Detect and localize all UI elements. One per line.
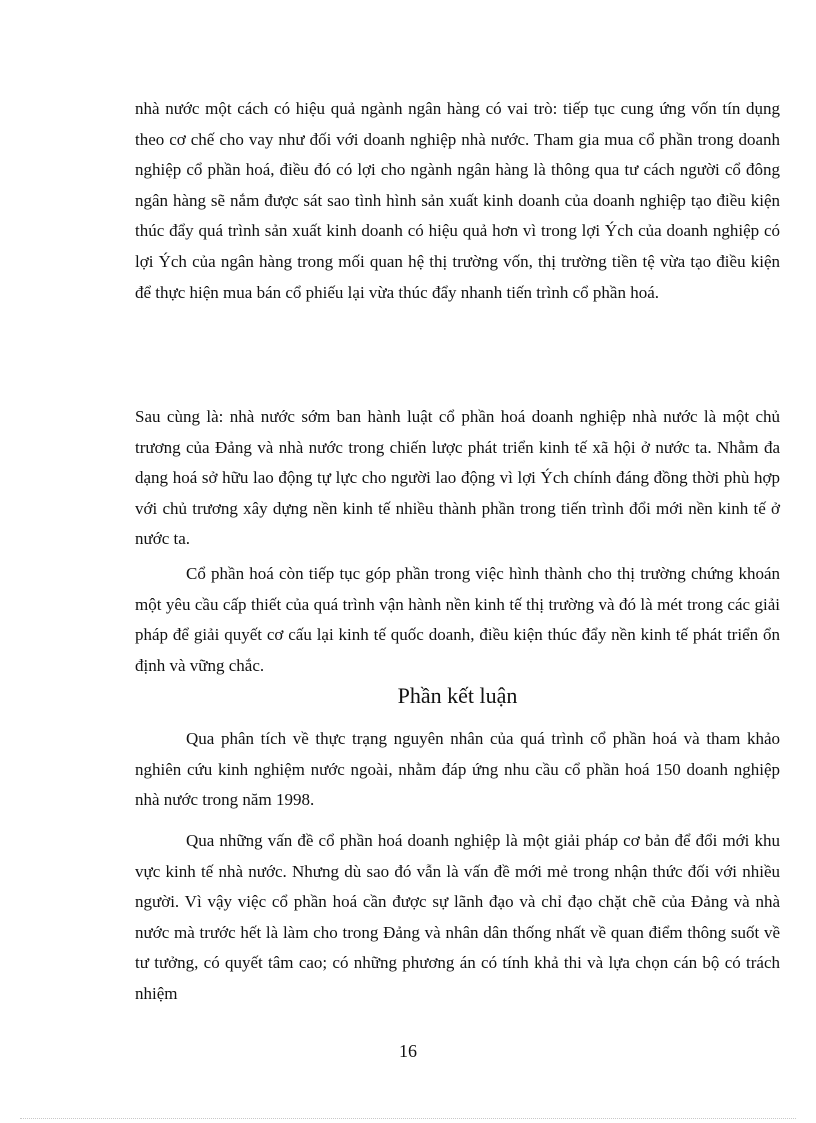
paragraph-text: Sau cùng là: nhà nước sớm ban hành luật cổ phần hoá doanh nghiệp nhà nước là một chủ trương của Đảng và nhà nước trong chiến lược phát triển kinh tế xã hội ở nước ta. Nhằm đa dạng hoá sở hữu lao động tự lực cho người lao động vì lợi Ých chính đáng đồng thời phù hợp với chủ trương xây dựng nền kinh tế nhiều thành phần trong tiến trình đổi mới nền kinh tế ở nước ta. (135, 407, 780, 549)
paragraph-conclusion-analysis (135, 724, 780, 816)
paragraph-text: Cổ phần hoá còn tiếp tục góp phần trong việc hình thành cho thị trường chứng khoán một yêu cầu cấp thiết của quá trình vận hành nền kinh tế thị trường và đó là mét trong các giải pháp để giải quyết cơ cấu lại kinh tế quốc doanh, điều kiện thúc đẩy nền kinh tế phát triển ổn định và vững chắc. (135, 564, 780, 675)
paragraph-text: nhà nước một cách có hiệu quả ngành ngân hàng có vai trò: tiếp tục cung ứng vốn tín dụng theo cơ chế cho vay như đối với doanh nghiệp nhà nước. Tham gia mua cổ phần trong doanh nghiệp cổ phần hoá, điều đó có lợi cho ngành ngân hàng là thông qua tư cách người cổ đông ngân hàng sẽ nắm được sát sao tình hình sản xuất kinh doanh của doanh nghiệp tạo điều kiện thúc đẩy quá trình sản xuất kinh doanh có hiệu quả hơn vì trong lợi Ých của doanh nghiệp có lợi Ých của ngân hàng trong mối quan hệ thị trường vốn, thị trường tiền tệ vừa tạo điều kiện để thực hiện mua bán cổ phiếu lại vừa thúc đẩy nhanh tiến trình cổ phần hoá. (135, 99, 780, 302)
paragraph-banking-role (135, 94, 780, 308)
paragraph-equitization-law (135, 402, 780, 555)
paragraph-text: Qua phân tích về thực trạng nguyên nhân của quá trình cổ phần hoá và tham khảo nghiên cứu kinh nghiệm nước ngoài, nhằm đáp ứng nhu cầu cổ phần hoá 150 doanh nghiệp nhà nước trong năm 1998. (135, 729, 780, 810)
page-number: 16 (399, 1041, 417, 1061)
section-heading: Phần kết luận (397, 683, 518, 708)
paragraph-conclusion-solution (135, 826, 780, 1010)
paragraph-text: Qua những vấn đề cổ phần hoá doanh nghiệp là một giải pháp cơ bản để đổi mới khu vực kinh tế nhà nước. Nhưng dù sao đó vẫn là vấn đề mới mẻ trong nhận thức đối với nhiều người. Vì vậy việc cổ phần hoá cần được sự lãnh đạo và chỉ đạo chặt chẽ của Đảng và nhà nước mà trước hết là làm cho trong Đảng và nhân dân thống nhất về quan điểm thông suốt về tư tưởng, có quyết tâm cao; có những phương án có tính khả thi và lựa chọn cán bộ có trách nhiệm (135, 831, 780, 1003)
page-bottom-divider (20, 1118, 796, 1119)
paragraph-securities-market (135, 559, 780, 681)
